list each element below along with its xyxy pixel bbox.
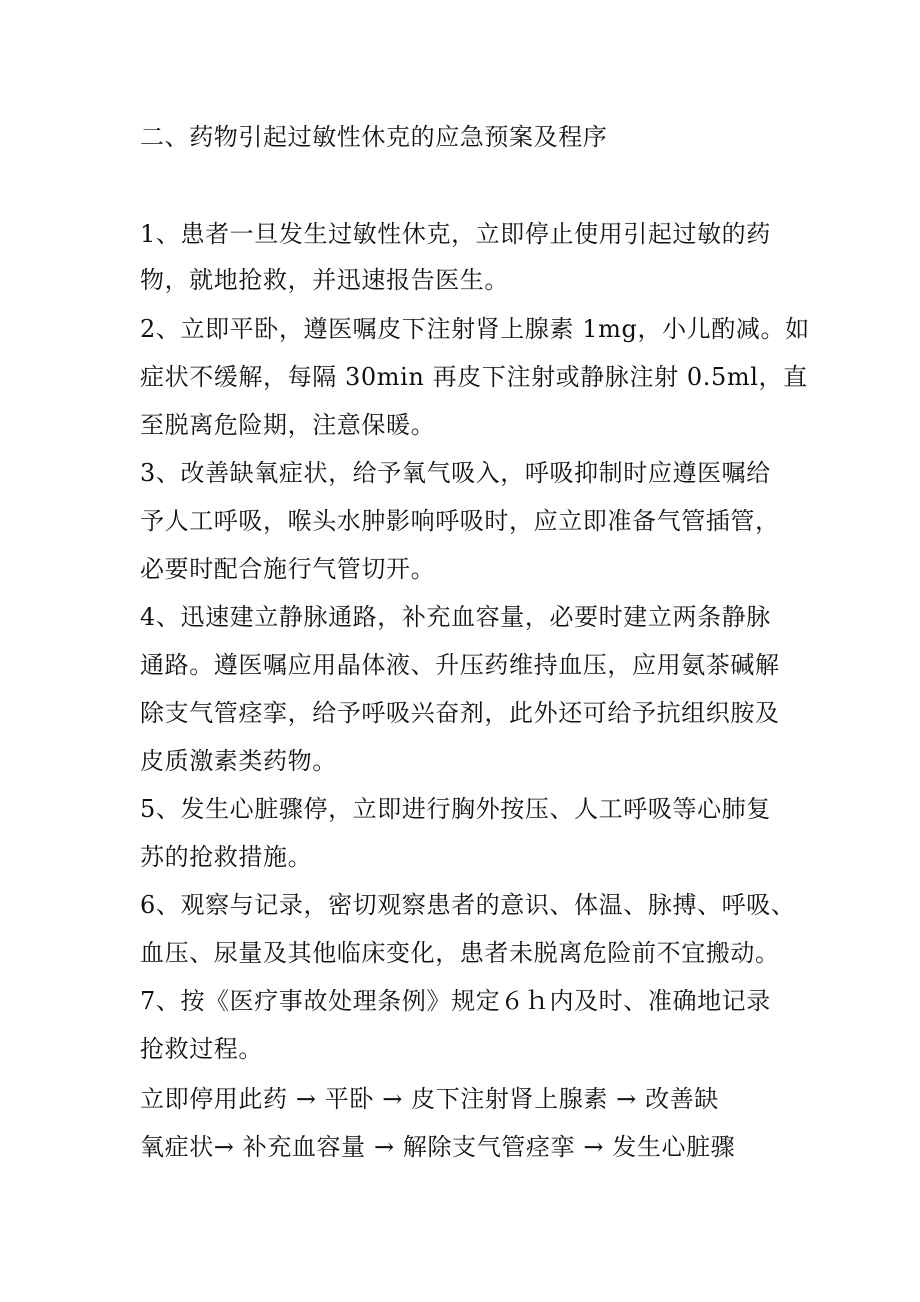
text-line-6: 3、改善缺氧症状，给予氧气吸入，呼吸抑制时应遵医嘱给 [140, 459, 771, 487]
text-line-4: 症状不缓解，每隔 30min 再皮下注射或静脉注射 0.5ml，直 [140, 363, 808, 391]
text-line-7: 予人工呼吸，喉头水肿影响呼吸时，应立即准备气管插管， [140, 507, 780, 535]
text-line-12: 皮质激素类药物。 [140, 747, 337, 775]
text-line-15: 6、观察与记录，密切观察患者的意识、体温、脉搏、呼吸、 [140, 891, 796, 919]
text-line-16: 血压、尿量及其他临床变化，患者未脱离危险前不宜搬动。 [140, 939, 780, 967]
text-line-18: 抢救过程。 [140, 1035, 263, 1063]
text-line-9: 4、迅速建立静脉通路，补充血容量，必要时建立两条静脉 [140, 603, 771, 631]
text-line-3: 2、立即平卧，遵医嘱皮下注射肾上腺素 1mg，小儿酌减。如 [140, 315, 810, 343]
section-heading: 二、药物引起过敏性休克的应急预案及程序 [140, 123, 608, 151]
text-line-8: 必要时配合施行气管切开。 [140, 555, 436, 583]
text-line-2: 物，就地抢救，并迅速报告医生。 [140, 266, 509, 294]
text-line-5: 至脱离危险期，注意保暖。 [140, 411, 436, 439]
text-line-10: 通路。遵医嘱应用晶体液、升压药维持血压，应用氨茶碱解 [140, 651, 780, 679]
flow-line-1: 立即停用此药 → 平卧 → 皮下注射肾上腺素 → 改善缺 [140, 1085, 719, 1113]
text-line-11: 除支气管痉挛，给予呼吸兴奋剂，此外还可给予抗组织胺及 [140, 699, 780, 727]
text-line-1: 1、患者一旦发生过敏性休克，立即停止使用引起过敏的药 [140, 220, 771, 248]
text-line-14: 苏的抢救措施。 [140, 843, 313, 871]
text-line-13: 5、发生心脏骤停，立即进行胸外按压、人工呼吸等心肺复 [140, 795, 771, 823]
text-line-17: 7、按《医疗事故处理条例》规定６ｈ内及时、准确地记录 [140, 987, 771, 1015]
flow-line-2: 氧症状→ 补充血容量 → 解除支气管痉挛 → 发生心脏骤 [140, 1133, 736, 1161]
